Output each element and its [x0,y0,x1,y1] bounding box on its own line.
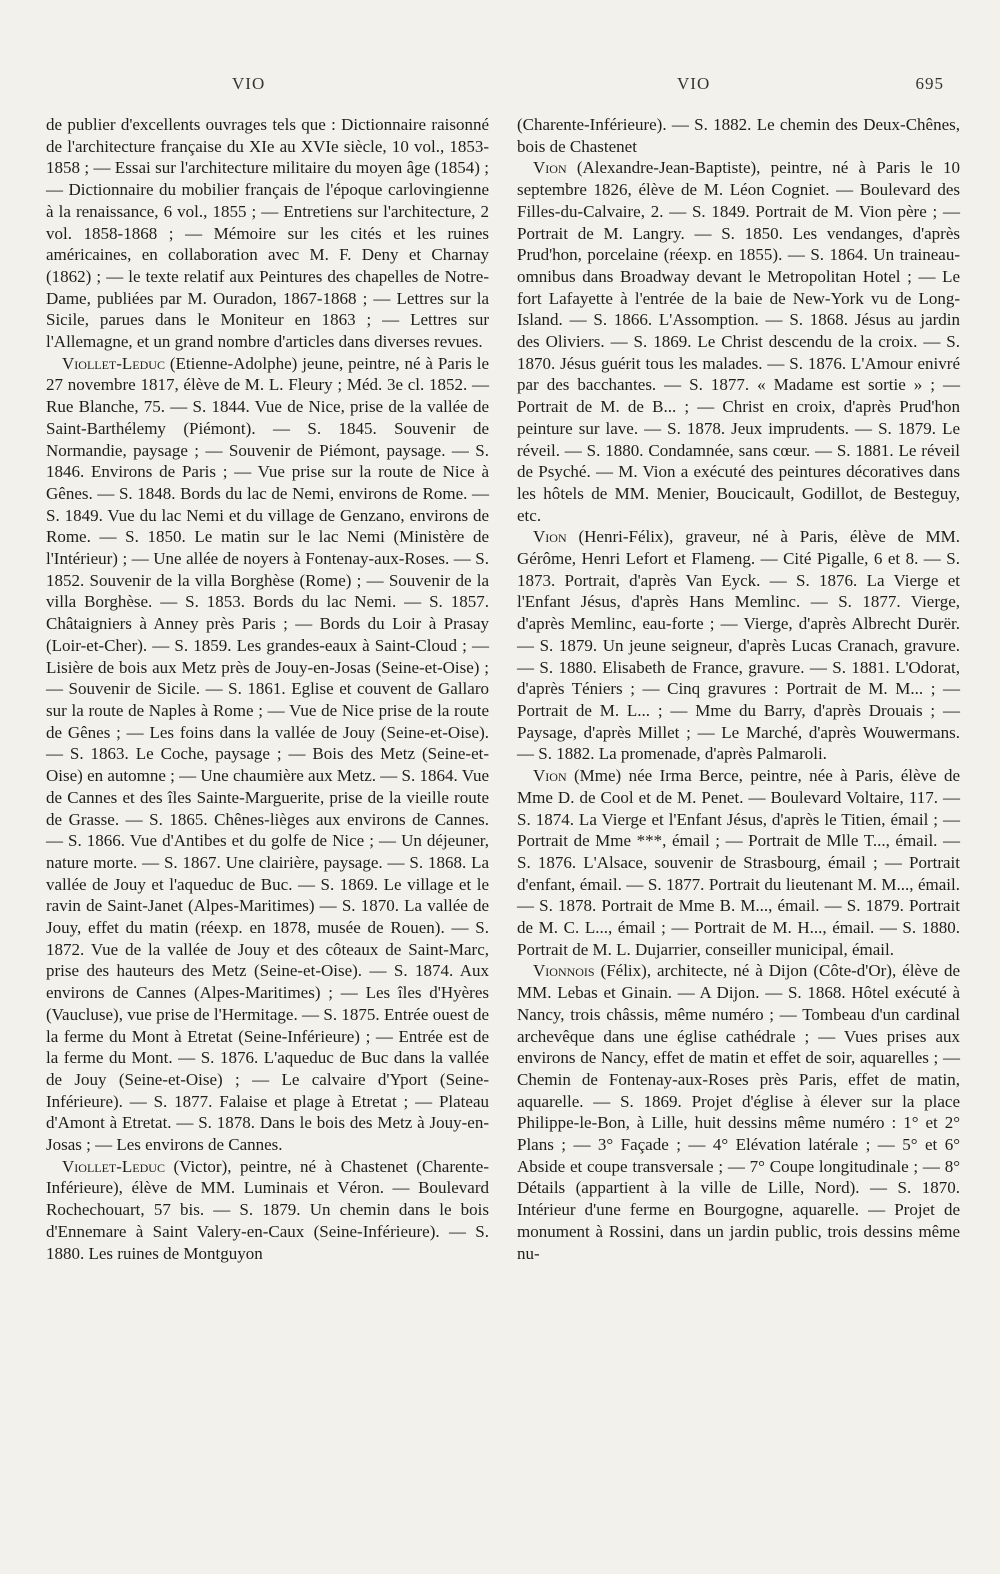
running-head-right: VIO [677,74,711,93]
running-head-left: VIO [232,74,266,93]
page-number: 695 [915,74,944,93]
entry-name: Vion [533,527,567,547]
entry-name: Vion [533,158,567,178]
entry-name: Viollet-Leduc [62,1156,165,1176]
entry-text: (Etienne-Adolphe) jeune, peintre, né à Paris le 27 novembre 1817, élève de M. L. Fleury ; Méd. 3e cl. 1852. — Rue Blanche, 75. — S. 1844. Vue de Nice, prise de la vallée de Saint-Barthélemy (Piémont). — S. 1845. Souvenir de Normandie, paysage ; — Souvenir de Piémont, paysage. — S. 1846. Environs de Paris ; — Vue prise sur la route de Nice à Gênes. — S. 1848. Bords du lac de Nemi, environs de Rome. — S. 1849. Vue du lac Nemi et du village de Genzano, environs de Rome. — S. 1850. Le matin sur le lac Nemi (Ministère de l'Intérieur) ; — Une allée de noyers à Fontenay-aux-Roses. — S. 1852. Souvenir de la villa Borghèse (Rome) ; — Souvenir de la villa Borghèse. — S. 1853. Bords du lac Nemi. — S. 1857. Châtaigniers à Anney près Paris ; — Bords du Loir à Prasay (Loir-et-Cher). — S. 1859. Les grandes-eaux à Saint-Cloud ; — Lisière de bois aux Metz près de Jouy-en-Josas (Seine-et-Oise) ; — Souvenir de Sicile. — S. 1861. Eglise et couvent de Gallaro sur la route de Naples à Rome ; — Vue de Nice prise de la route de Gênes ; — Les foins dans la vallée de Jouy (Seine-et-Oise). — S. 1863. Le Coche, paysage ; — Bois des Metz (Seine-et-Oise) en automne ; — Une chaumière aux Metz. — S. 1864. Vue de Cannes et des îles Sainte-Marguerite, prise de la vieille route de Grasse. — S. 1865. Chênes-lièges aux environs de Cannes. — S. 1866. Vue d'Antibes et du golfe de Nice ; — Un déjeuner, nature morte. — S. 1867. Une clairière, paysage. — S. 1868. La vallée de Jouy et l'aqueduc de Buc. — S. 1869. Le village et le ravin de Saint-Janet (Alpes-Maritimes) — S. 1870. La vallée de Jouy, effet du matin (réexp. en 1878, musée de Rouen). — S. 1872. Vue de la vallée de Jouy et des côteaux de Saint-Marc, prise des hauteurs des Metz (Seine-et-Oise). — S. 1874. Aux environs de Cannes (Alpes-Maritimes) ; — Les îles d'Hyères (Vaucluse), vue prise de l'Hermitage. — S. 1875. Entrée ouest de la ferme du Mont à Etretat (Seine-Inférieure) ; — Entrée est de la ferme du Mont. — S. 1876. L'aqueduc de Buc dans la vallée de Jouy (Seine-et-Oise) ; — Le calvaire d'Yport (Seine-Inférieure). — S. 1877. Falaise et plage à Etretat ; — Plateau d'Amont à Etretat. — S. 1878. Dans le bois des Metz à Jouy-en-Josas ; — Les environs de Cannes. [46,353,489,1155]
entry-text: (Félix), architecte, né à Dijon (Côte-d'Or), élève de MM. Lebas et Ginain. — A Dijon. — S. 1868. Hôtel exécuté à Nancy, trois châssis, même numéro ; — Tombeau d'un cardinal archevêque dans une église cathédrale ; — Vues prises aux environs de Nancy, effet de matin et effet de soir, aquarelles ; — Chemin de Fontenay-aux-Roses près Paris, effet de matin, aquarelle. — S. 1869. Projet d'église à élever sur la place Philippe-le-Bon, à Lille, huit dessins même numéro : 1° et 2° Plans ; — 3° Façade ; — 4° Elévation latérale ; — 5° et 6° Abside et coupe transversale ; — 7° Coupe longitudinale ; — 8° Détails (appartient à la ville de Lille, Nord). — S. 1870. Intérieur d'une ferme en Bourgogne, aquarelle. — Projet de monument à Rossini, dans un jardin public, trois dessins même nu- [517,961,960,1263]
entry-text: (Alexandre-Jean-Baptiste), peintre, né à Paris le 10 septembre 1826, élève de M. Léon Cogniet. — Boulevard des Filles-du-Calvaire, 2. — S. 1849. Portrait de M. Vion père ; — Portrait de M. Langry. — S. 1850. Les vendanges, d'après Prud'hon, porcelaine (réexp. en 1855). — S. 1864. Un traineau-omnibus dans Broadway devant le Metropolitan Hotel ; — Le fort Lafayette à l'entrée de la baie de New-York vu de Long-Island. — S. 1866. L'Assomption. — S. 1868. Jésus au jardin des Oliviers. — S. 1869. Le Christ descendu de la croix. — S. 1870. Jésus guérit tous les malades. — S. 1876. L'Amour enivré par des bacchantes. — S. 1877. « Madame est sortie » ; — Portrait de M. de B... ; — Christ en croix, d'après Prud'hon peinture sur lave. — S. 1878. Jeux imprudents. — S. 1879. Le réveil. — S. 1880. Condamnée, sans cœur. — S. 1881. Le réveil de Psyché. — M. Vion a exécuté des peintures décoratives dans les hôtels de MM. Menier, Boucicault, Godillot, de Besteguy, etc. [517,158,960,525]
entry-name: Vionnois [533,961,595,981]
dictionary-entry [517,157,960,526]
text-columns [46,114,960,1264]
dictionary-entry [517,765,960,960]
entry-text: (Victor), peintre, né à Chastenet (Charente-Inférieure), élève de MM. Luminais et Véron. — Boulevard Rochechouart, 57 bis. — S. 1879. Un chemin dans le bois d'Ennemare à Saint Valery-en-Caux (Seine-Inférieure). — S. 1880. Les ruines de Montguyon [46,1156,489,1263]
continued-entry-text: de publier d'excellents ouvrages tels que : Dictionnaire raisonné de l'architecture française du XIe au XVIe siècle, 10 vol., 1853-1858 ; — Essai sur l'architecture militaire du moyen âge (1854) ; — Dictionnaire du mobilier français de l'époque carlovingienne à la renaissance, 6 vol., 1855 ; — Entretiens sur l'architecture, 2 vol. 1858-1868 ; — Mémoire sur les cités et les ruines américaines, en collaboration avec M. F. Deny et Charnay (1862) ; — le texte relatif aux Peintures des chapelles de Notre-Dame, publiées par M. Ouradon, 1867-1868 ; — Lettres sur la Sicile, parues dans le Moniteur en 1863 ; — Lettres sur l'Allemagne, et un grand nombre d'articles dans diverses revues. [46,115,489,352]
entry-name: Viollet-Leduc [62,353,165,373]
left-column [46,114,489,1264]
right-column [517,114,960,1264]
entry-text: (Henri-Félix), graveur, né à Paris, élève de MM. Gérôme, Henri Lefort et Flameng. — Cité Pigalle, 6 et 8. — S. 1873. Portrait, d'après Van Eyck. — S. 1876. La Vierge et l'Enfant Jésus, d'après Hans Memlinc. — S. 1877. Vierge, d'après Memlinc, eau-forte ; — Vierge, d'après Albrecht Durër. — S. 1879. Un jeune seigneur, d'après Lucas Cranach, gravure. — S. 1880. Elisabeth de France, gravure. — S. 1881. L'Odorat, d'après Téniers ; — Cinq gravures : Portrait de M. M... ; — Portrait de M. L... ; — Mme du Barry, d'après Drouais ; — Paysage, d'après Millet ; — Le Marché, d'après Wouwermans. — S. 1882. La promenade, d'après Palmaroli. [517,527,960,764]
dictionary-entry [46,353,489,1156]
entry-name: Vion [533,766,567,786]
continued-entry-text: (Charente-Inférieure). — S. 1882. Le chemin des Deux-Chênes, bois de Chastenet [517,115,960,156]
dictionary-entry [517,526,960,765]
dictionary-entry [46,1156,489,1265]
dictionary-entry [517,960,960,1264]
entry-text: (Mme) née Irma Berce, peintre, née à Paris, élève de Mme D. de Cool et de M. Penet. — Boulevard Voltaire, 117. — S. 1874. La Vierge et l'Enfant Jésus, d'après le Titien, émail ; — Portrait de Mme ***, émail ; — Portrait de Mlle T..., émail. — S. 1876. L'Alsace, souvenir de Strasbourg, émail ; — Portrait d'enfant, émail. — S. 1877. Portrait du lieutenant M. M..., émail. — S. 1878. Portrait de Mme B. M..., émail. — S. 1879. Portrait de M. C. L..., émail ; — Portrait de M. H..., émail. — S. 1880. Portrait de M. L. Dujarrier, conseiller municipal, émail. [517,766,960,959]
